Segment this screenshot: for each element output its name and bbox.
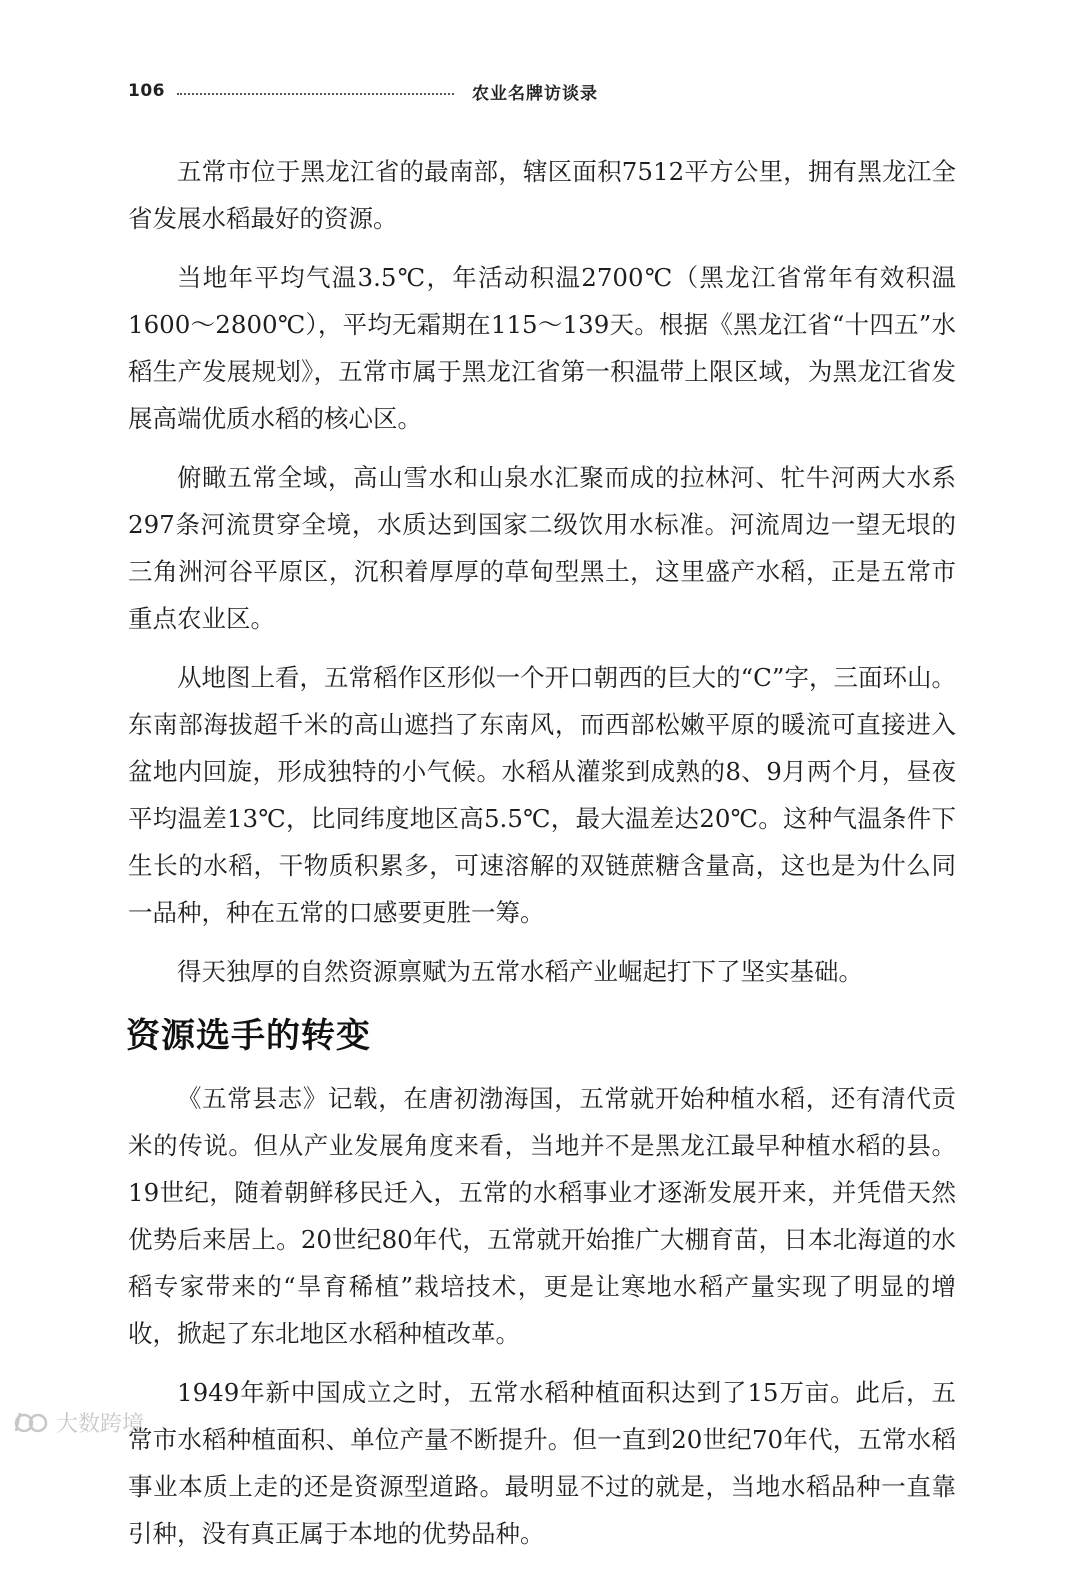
book-title: 农业名牌访谈录 [472, 83, 598, 104]
page-number: 106 [128, 81, 165, 101]
paragraph-climate: 当地年平均气温3.5℃，年活动积温2700℃（黑龙江省常年有效积温1600～2800℃），平均无霜期在115～139天。根据《黑龙江省“十四五”水稻生产发展规划》，五常市属于黑龙江省第一积温带上限区域，为黑龙江省发展高端优质水稻的核心区。 [128, 263, 956, 433]
page-body [128, 148, 956, 1569]
paragraph-location: 五常市位于黑龙江省的最南部，辖区面积7512平方公里，拥有黑龙江全省发展水稻最好的资源。 [128, 157, 956, 233]
header-dot-leader [177, 93, 454, 95]
logo-icon [14, 1409, 50, 1437]
paragraph-geography: 从地图上看，五常稻作区形似一个开口朝西的巨大的“C”字，三面环山。东南部海拔超千米的高山遮挡了东南风，而西部松嫩平原的暖流可直接进入盆地内回旋，形成独特的小气候。水稻从灌浆到成熟的8、9月两个月，昼夜平均温差13℃，比同纬度地区高5.5℃，最大温差达20℃。这种气温条件下生长的水稻，干物质积累多，可速溶解的双链蔗糖含量高，这也是为什么同一品种，种在五常的口感要更胜一筹。 [128, 663, 956, 927]
page-header [128, 76, 598, 106]
watermark-text: 大数跨境 [56, 1412, 145, 1437]
section-heading: 资源选手的转变 [126, 1016, 371, 1056]
paragraph-summary: 得天独厚的自然资源禀赋为五常水稻产业崛起打下了坚实基础。 [177, 957, 863, 986]
watermark [14, 1407, 144, 1438]
paragraph-development: 1949年新中国成立之时，五常水稻种植面积达到了15万亩。此后，五常市水稻种植面积、单位产量不断提升。但一直到20世纪70年代，五常水稻事业本质上走的还是资源型道路。最明显不过的就是，当地水稻品种一直靠引种，没有真正属于本地的优势品种。 [128, 1378, 956, 1548]
paragraph-history: 《五常县志》记载，在唐初渤海国，五常就开始种植水稻，还有清代贡米的传说。但从产业发展角度来看，当地并不是黑龙江最早种植水稻的县。19世纪，随着朝鲜移民迁入，五常的水稻事业才逐渐发展开来，并凭借天然优势后来居上。20世纪80年代，五常就开始推广大棚育苗，日本北海道的水稻专家带来的“旱育稀植”栽培技术，更是让寒地水稻产量实现了明显的增收，掀起了东北地区水稻种植改革。 [128, 1084, 956, 1348]
paragraph-rivers: 俯瞰五常全域，高山雪水和山泉水汇聚而成的拉林河、牤牛河两大水系297条河流贯穿全境，水质达到国家二级饮用水标准。河流周边一望无垠的三角洲河谷平原区，沉积着厚厚的草甸型黑土，这里盛产水稻，正是五常市重点农业区。 [128, 463, 956, 633]
